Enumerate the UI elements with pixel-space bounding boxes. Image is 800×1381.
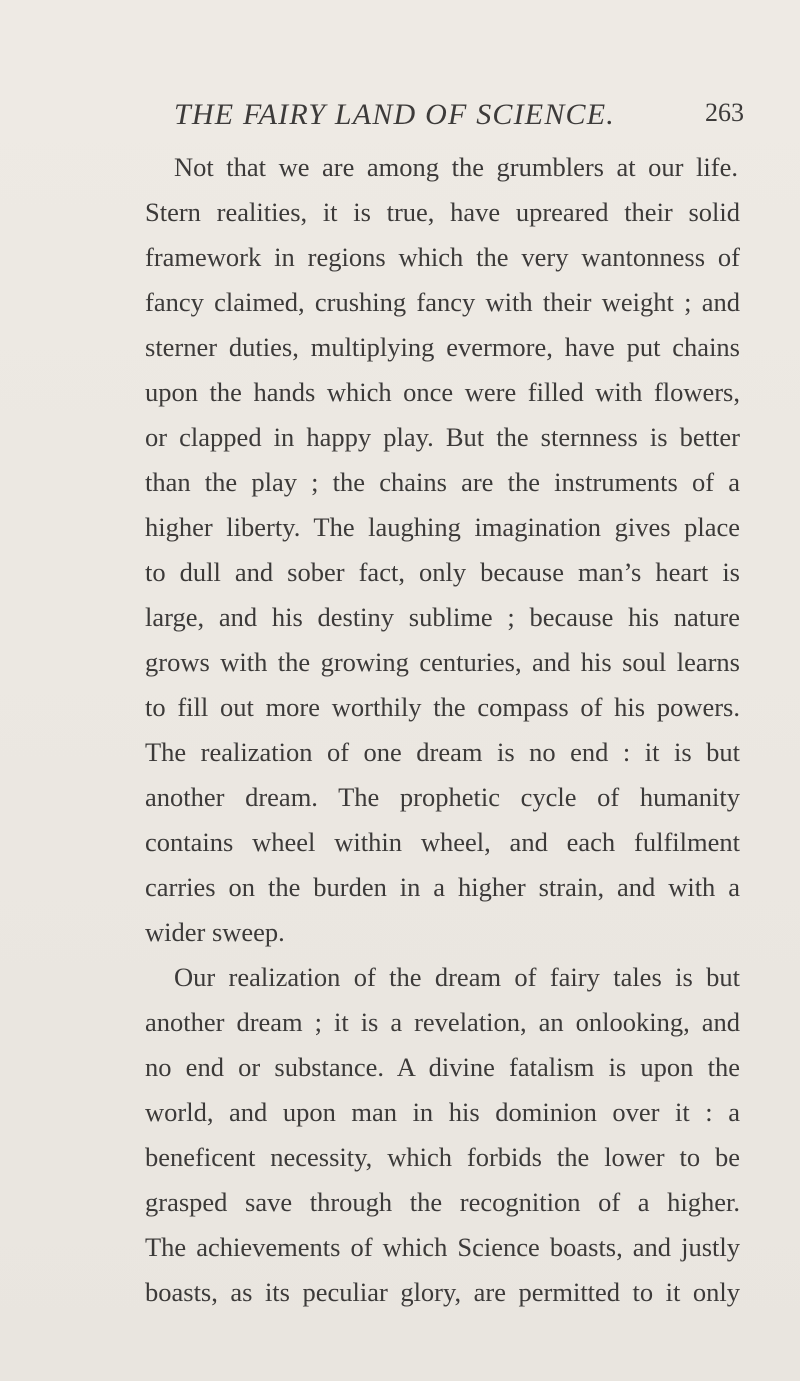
text-line: large, and his destiny sublime ; because his nature [145, 602, 740, 632]
text-line: another dream ; it is a revelation, an onlooking, and [145, 1007, 740, 1037]
text-line: higher liberty. The laughing imagination gives place [145, 512, 740, 542]
text-line: world, and upon man in his dominion over it : a [145, 1097, 740, 1127]
text-line: The realization of one dream is no end : it is but [145, 737, 740, 767]
text-line: another dream. The prophetic cycle of humanity [145, 782, 740, 812]
text-line: no end or substance. A divine fatalism is upon the [145, 1052, 740, 1082]
text-line: carries on the burden in a higher strain, and with a [145, 872, 740, 902]
text-line: grows with the growing centuries, and his soul learns [145, 647, 740, 677]
text-line: than the play ; the chains are the instruments of a [145, 467, 740, 497]
text-line: to fill out more worthily the compass of his powers. [145, 692, 740, 722]
text-line: to dull and sober fact, only because man’s heart is [145, 557, 740, 587]
text-line: boasts, as its peculiar glory, are permitted to it only [145, 1277, 740, 1307]
text-line: Stern realities, it is true, have upreared their solid [145, 197, 740, 227]
text-line: upon the hands which once were filled with flowers, [145, 377, 740, 407]
text-line: or clapped in happy play. But the sternness is better [145, 422, 740, 452]
text-line: wider sweep. [145, 917, 285, 947]
text-line: sterner duties, multiplying evermore, have put chains [145, 332, 740, 362]
text-line: Not that we are among the grumblers at our life. [174, 152, 738, 182]
text-line: The achievements of which Science boasts, and justly [145, 1232, 740, 1262]
text-line: framework in regions which the very wantonness of [145, 242, 740, 272]
running-head: THE FAIRY LAND OF SCIENCE. [174, 98, 615, 131]
page-number: 263 [705, 98, 744, 127]
text-line: grasped save through the recognition of a higher. [145, 1187, 740, 1217]
text-line: Our realization of the dream of fairy tales is but [174, 962, 740, 992]
text-line: fancy claimed, crushing fancy with their weight ; and [145, 287, 740, 317]
text-line: beneficent necessity, which forbids the lower to be [145, 1142, 740, 1172]
text-line: contains wheel within wheel, and each fulfilment [145, 827, 740, 857]
